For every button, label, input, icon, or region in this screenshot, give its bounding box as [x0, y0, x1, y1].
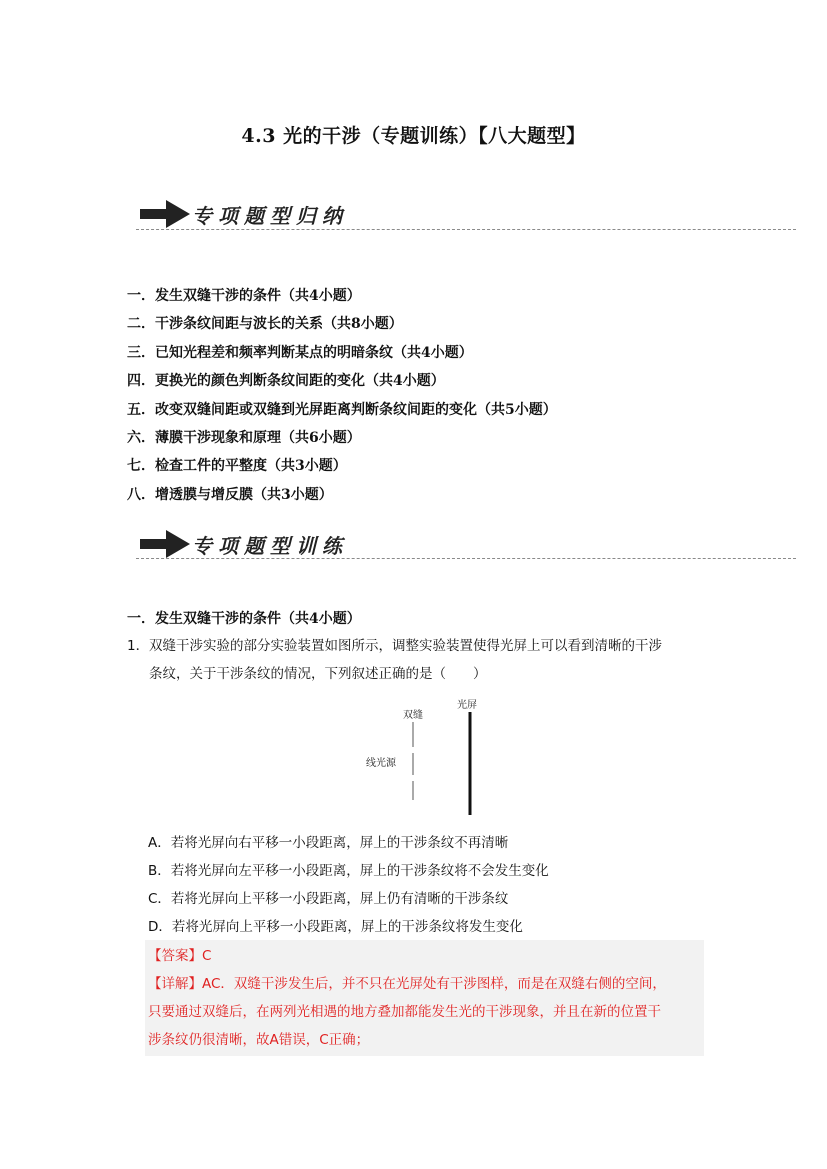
answer-text: 【答案】C: [148, 948, 212, 964]
screen-label: 光屏: [457, 700, 477, 711]
arrow-right-icon: [140, 529, 192, 559]
question-text-line: 双缝干涉实验的部分实验装置如图所示，调整实验装置使得光屏上可以看到清晰的干涉: [149, 638, 662, 654]
explanation-line: 只要通过双缝后，在两列光相遇的地方叠加都能发生光的干涉现象，并且在新的位置干: [148, 1004, 661, 1020]
banner-text: 专项题型归纳: [192, 204, 348, 228]
option-c[interactable]: C．若将光屏向上平移一小段距离，屏上仍有清晰的干涉条纹: [148, 891, 509, 907]
page-title: 4.3 光的干涉（专题训练）【八大题型】: [241, 125, 586, 147]
section-heading: 一．发生双缝干涉的条件（共4小题）: [127, 611, 361, 627]
divider: [136, 558, 796, 559]
toc-item[interactable]: 八．增透膜与增反膜（共3小题）: [127, 486, 333, 503]
option-b[interactable]: B．若将光屏向左平移一小段距离，屏上的干涉条纹将不会发生变化: [148, 863, 549, 879]
toc-item[interactable]: 四．更换光的颜色判断条纹间距的变化（共4小题）: [127, 373, 445, 390]
toc-item[interactable]: 一．发生双缝干涉的条件（共4小题）: [127, 288, 361, 304]
source-label: 线光源: [366, 758, 396, 769]
question-text-line: 条纹，关于干涉条纹的情况，下列叙述正确的是（ ）: [149, 666, 487, 682]
toc-item[interactable]: 七．检查工件的平整度（共3小题）: [127, 458, 347, 475]
explanation-line: 涉条纹仍很清晰，故A错误，C正确；: [148, 1032, 370, 1048]
toc-item[interactable]: 三．已知光程差和频率判断某点的明暗条纹（共4小题）: [127, 344, 473, 361]
option-a[interactable]: A．若将光屏向右平移一小段距离，屏上的干涉条纹不再清晰: [148, 835, 509, 851]
question-number: 1．: [127, 638, 150, 654]
toc-item[interactable]: 二．干涉条纹间距与波长的关系（共8小题）: [127, 316, 403, 333]
table-of-contents: [127, 286, 557, 513]
toc-item[interactable]: 五．改变双缝间距或双缝到光屏距离判断条纹间距的变化（共5小题）: [127, 401, 557, 418]
divider: [136, 229, 796, 230]
slit-label: 双缝: [403, 710, 423, 721]
experiment-diagram: [360, 692, 500, 822]
toc-item[interactable]: 六．薄膜干涉现象和原理（共6小题）: [127, 429, 361, 446]
banner-text: 专项题型训练: [192, 534, 348, 558]
option-d[interactable]: D．若将光屏向上平移一小段距离，屏上的干涉条纹将发生变化: [148, 919, 523, 935]
arrow-right-icon: [140, 199, 192, 229]
diagram-lines: [360, 692, 500, 822]
explanation-line: 【详解】AC．双缝干涉发生后，并不只在光屏处有干涉图样，而是在双缝右侧的空间，: [148, 976, 666, 992]
